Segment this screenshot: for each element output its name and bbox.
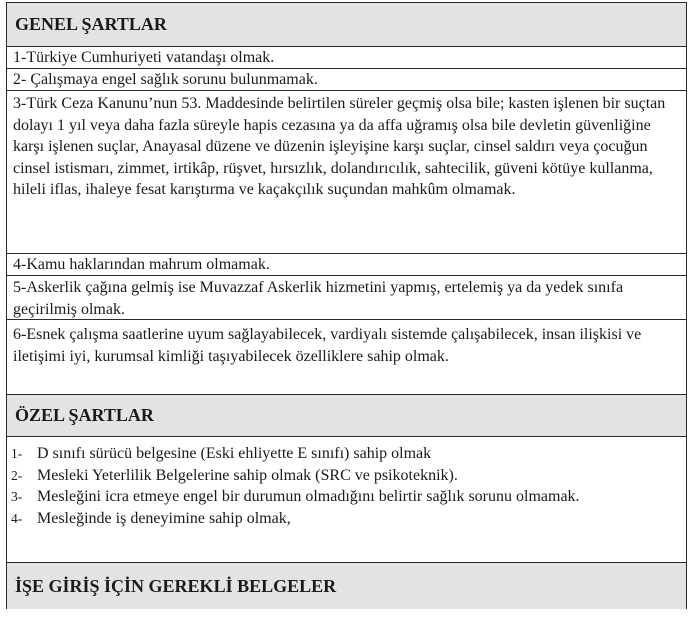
required-documents-heading: İŞE GİRİŞ İÇİN GEREKLİ BELGELER [7, 563, 686, 609]
requirements-table [6, 2, 687, 609]
general-item-1: 1-Türkiye Cumhuriyeti vatandaşı olmak. [7, 47, 686, 69]
general-item-5: 5-Askerlik çağına gelmiş ise Muvazzaf Askerlik hizmetini yapmış, ertelemiş ya da yedek sınıfa geçirilmiş olmak. [7, 276, 686, 320]
special-requirements-list [7, 437, 686, 563]
list-item [11, 486, 678, 508]
general-item-3: 3-Türk Ceza Kanunu’nun 53. Maddesinde belirtilen süreler geçmiş olsa bile; kasten işlenen bir suçtan dolayı 1 yıl veya daha fazla süreyle hapis cezasına ya da affa uğramış olsa bile devletin güvenliğine karşı işlenen suçlar, Anayasal düzene ve düzenin işleyişine karşı suçlar, cinsel saldırı veya çocuğun cinsel istismarı, zimmet, irtikâp, rüşvet, hırsızlık, dolandırıcılık, sahtecilik, güveni kötüye kullanma, hileli iflas, ihaleye fesat karıştırma ve kaçakçılık suçundan mahkûm olmamak. [7, 91, 686, 254]
list-text: Mesleki Yeterlilik Belgelerine sahip olmak (SRC ve psikoteknik). [37, 466, 458, 484]
list-number: 3- [11, 489, 23, 505]
general-item-2: 2- Çalışmaya engel sağlık sorunu bulunmamak. [7, 69, 686, 91]
list-number: 1- [11, 446, 23, 461]
list-item [11, 465, 678, 487]
list-number: 4- [11, 510, 23, 526]
list-number: 2- [11, 467, 23, 483]
special-requirements-heading: ÖZEL ŞARTLAR [7, 395, 686, 437]
list-item [11, 508, 678, 530]
general-item-4: 4-Kamu haklarından mahrum olmamak. [7, 254, 686, 276]
general-requirements-heading: GENEL ŞARTLAR [7, 3, 686, 47]
list-text: D sınıfı sürücü belgesine (Eski ehliyette E sınıfı) sahip olmak [37, 445, 432, 462]
list-text: Mesleğinde iş deneyimine sahip olmak, [37, 509, 291, 527]
general-item-6: 6-Esnek çalışma saatlerine uyum sağlayabilecek, vardiyalı sistemde çalışabilecek, insan ilişkisi ve iletişimi iyi, kurumsal kimliği taşıyabilecek özelliklere sahip olmak. [7, 320, 686, 395]
list-text: Mesleğini icra etmeye engel bir durumun olmadığını belirtir sağlık sorunu olmamak. [37, 488, 580, 506]
list-item [11, 443, 678, 465]
